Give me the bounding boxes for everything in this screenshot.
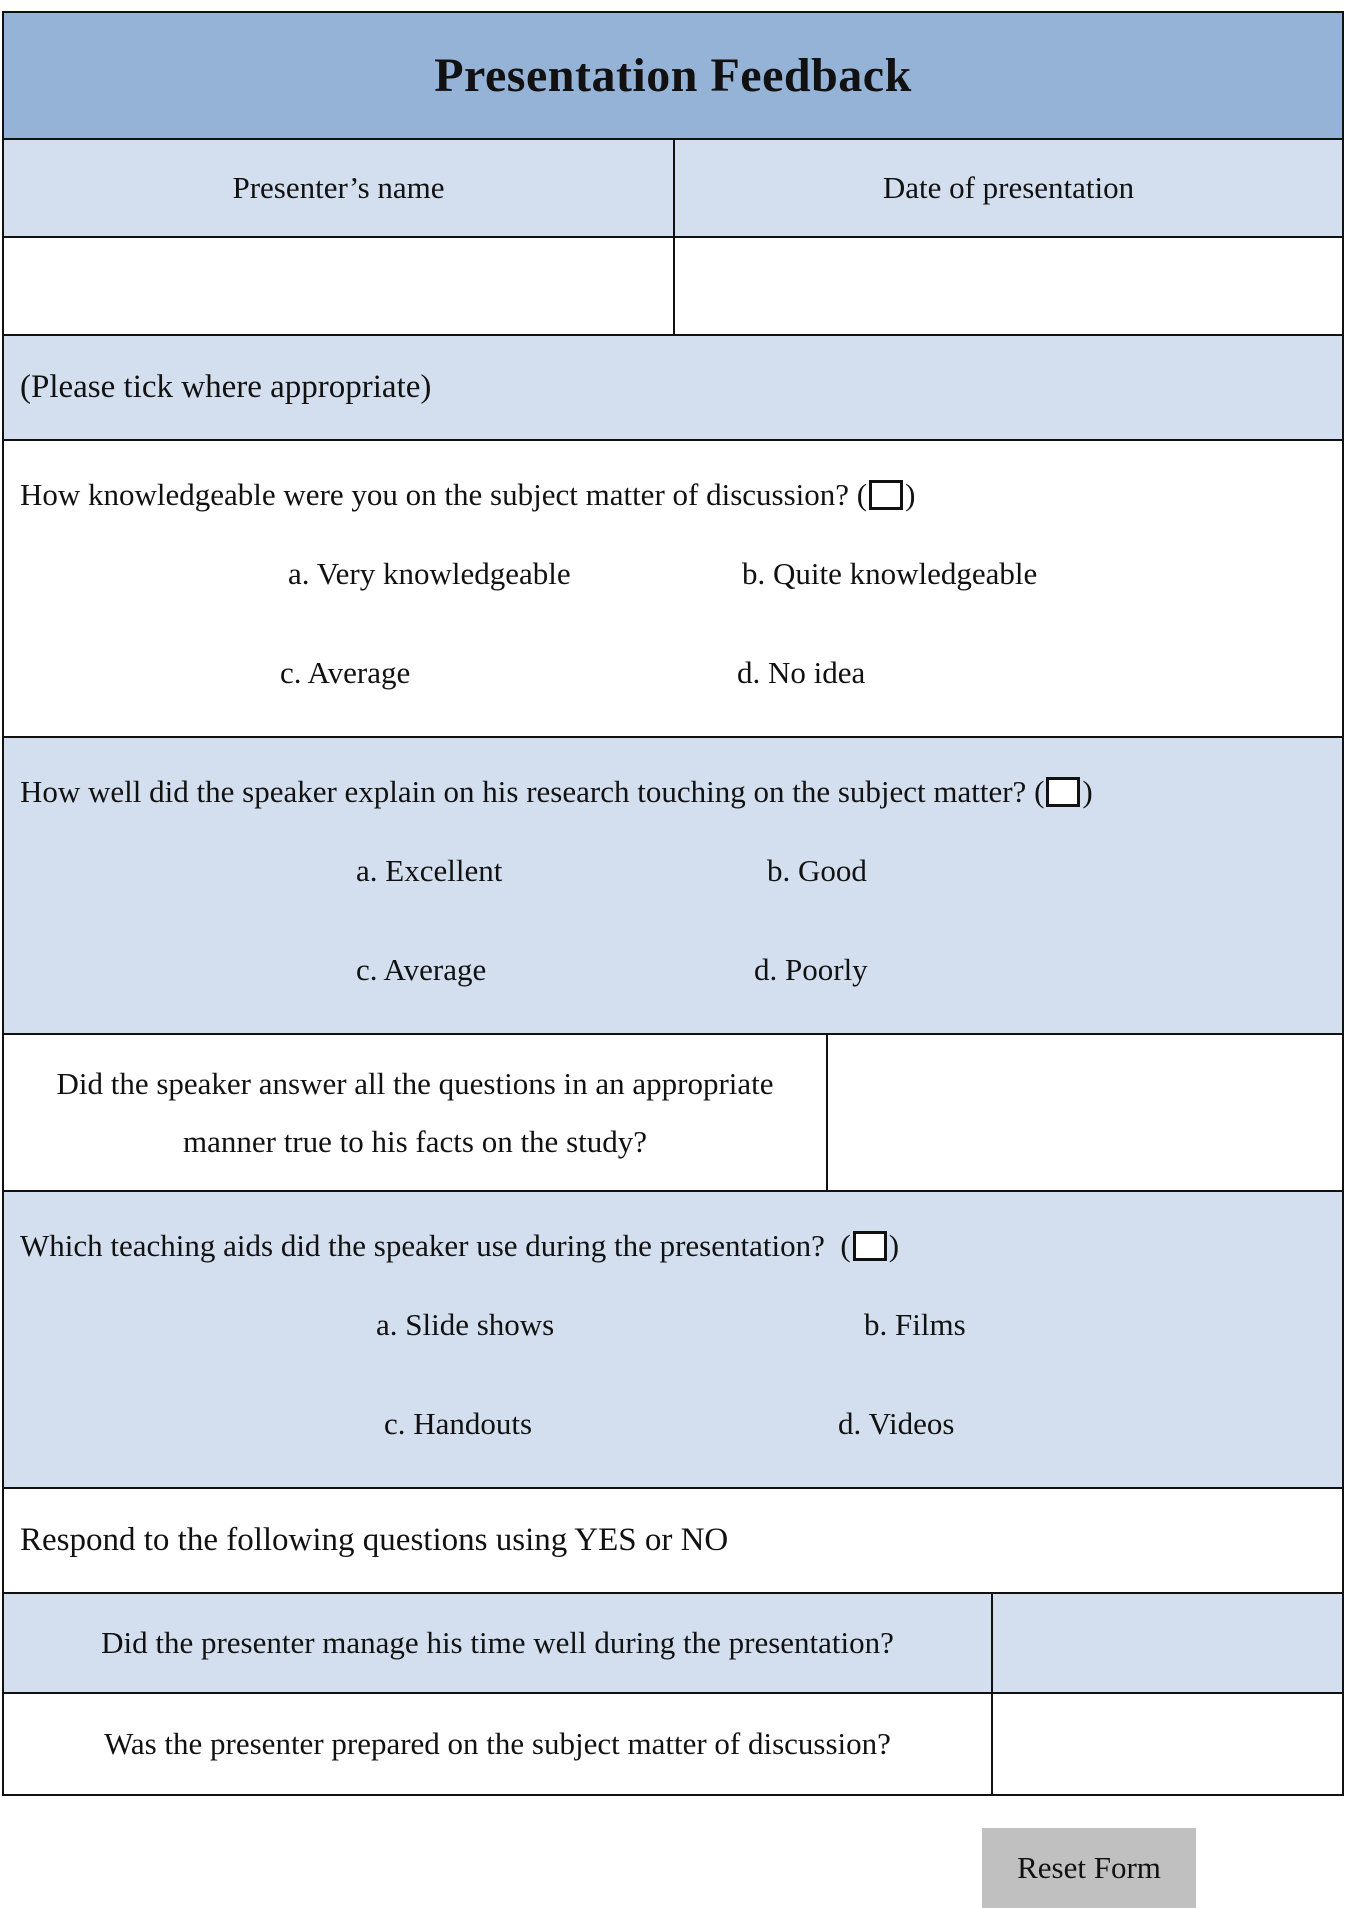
question-1-option-a: a. Very knowledgeable [288,556,571,591]
date-label: Date of presentation [673,140,1342,236]
header-inputs-row [4,238,1342,336]
yes-no-question-2-row [4,1694,1342,1794]
form-title: Presentation Feedback [434,49,912,102]
question-4-block [4,1192,1342,1489]
question-3-line-1: Did the speaker answer all the questions in an appropriate [56,1065,774,1101]
presenter-name-field[interactable] [4,238,673,334]
question-2-text [20,774,1093,810]
date-field[interactable] [673,238,1342,334]
question-4-option-c: c. Handouts [384,1406,533,1441]
reset-form-button[interactable]: Reset Form [982,1828,1196,1908]
question-2-close: ) [1082,774,1093,809]
question-3-line-2: manner true to his facts on the study? [182,1123,648,1159]
title-bar [4,13,1342,140]
yes-no-question-1-answer[interactable] [991,1594,1342,1692]
yes-no-question-2-answer[interactable] [991,1694,1342,1794]
question-4-option-d: d. Videos [838,1406,955,1441]
question-4-checkbox[interactable] [853,1231,887,1261]
feedback-form [2,11,1344,1796]
question-3-answer-field[interactable] [826,1035,1342,1190]
question-2-option-b: b. Good [767,853,867,888]
question-3-row [4,1035,1342,1192]
question-2-option-d: d. Poorly [754,952,868,987]
question-1-checkbox[interactable] [869,480,903,510]
question-1-option-c: c. Average [280,655,411,690]
question-2-option-c: c. Average [356,952,487,987]
question-2-label: How well did the speaker explain on his research touching on the subject matter? ( [20,774,1045,809]
question-2-checkbox[interactable] [1046,777,1080,807]
yes-no-question-1-text: Did the presenter manage his time well during the presentation? [101,1625,894,1660]
question-4-option-b: b. Films [864,1307,966,1342]
yes-no-question-2-text: Was the presenter prepared on the subject matter of discussion? [104,1726,891,1761]
question-4-label: Which teaching aids did the speaker use during the presentation? ( [20,1228,851,1263]
tick-instruction: (Please tick where appropriate) [4,336,1342,441]
question-1-option-d: d. No idea [737,655,866,690]
question-1-block [4,441,1342,738]
question-1-label: How knowledgeable were you on the subject matter of discussion? ( [20,477,868,512]
question-4-text [20,1228,899,1264]
question-4-close: ) [888,1228,900,1263]
yes-no-instruction: Respond to the following questions using YES or NO [4,1489,1342,1594]
presenter-name-label: Presenter’s name [232,170,445,205]
question-2-block [4,738,1342,1035]
header-labels-row [4,140,1342,238]
question-1-close: ) [905,477,916,512]
question-2-option-a: a. Excellent [356,853,503,888]
yes-no-question-1-row [4,1594,1342,1694]
question-3-text [4,1035,826,1190]
question-1-option-b: b. Quite knowledgeable [742,556,1038,591]
question-4-option-a: a. Slide shows [376,1307,555,1342]
question-1-text [20,477,915,513]
